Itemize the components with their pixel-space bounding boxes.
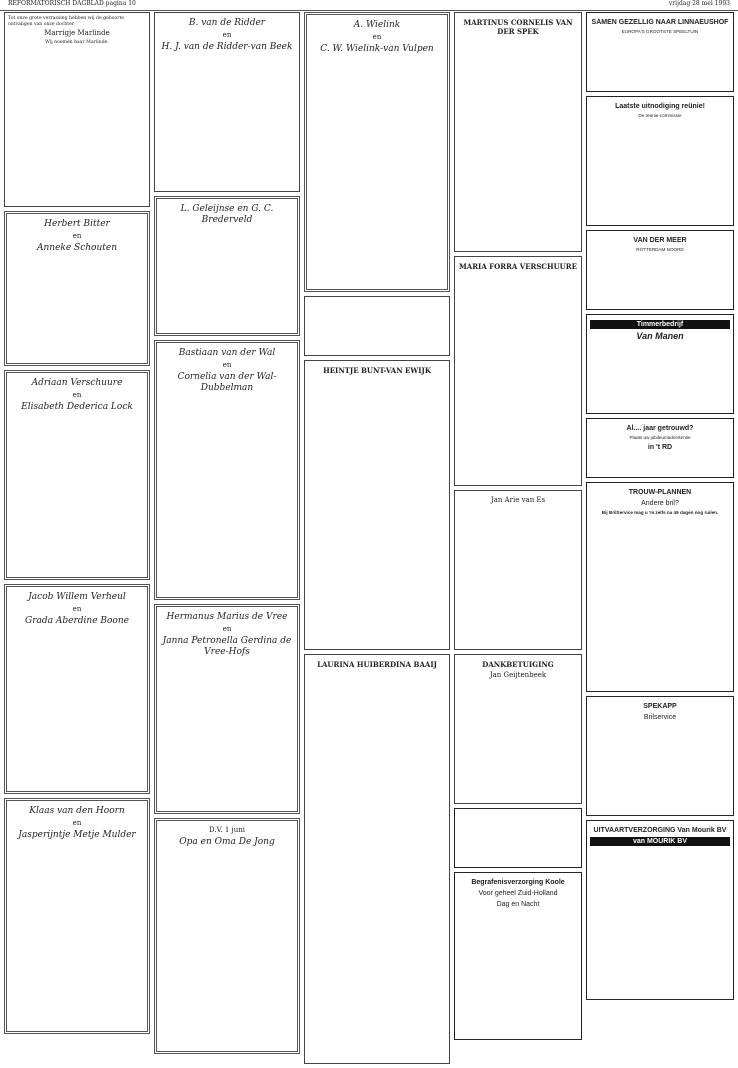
death-notice-4 bbox=[454, 256, 582, 486]
groom-name: Adriaan Verschuure bbox=[31, 378, 123, 388]
ad-title: SPEKAPP bbox=[643, 703, 677, 710]
date: D.V. 1 juni bbox=[209, 826, 245, 834]
van-der-meer-ad bbox=[586, 230, 734, 310]
column-5 bbox=[586, 12, 734, 1064]
ad-title: SAMEN GEZELLIG NAAR LINNAEUSHOF bbox=[591, 19, 729, 26]
name-2: C. W. Wielink-van Vulpen bbox=[320, 44, 434, 54]
announcement-text: Tot onze grote verrassing hebben wij de geboorte ontvangen van onze dochter bbox=[8, 16, 125, 27]
anniversary-notice-3 bbox=[154, 340, 300, 600]
ad-subtitle: De reünie-commissie bbox=[638, 113, 682, 118]
reunion-ad bbox=[586, 96, 734, 226]
child-name: Marrigje Marlinde bbox=[44, 29, 110, 38]
deceased-name: Jan Arie van Es bbox=[490, 496, 546, 504]
anniversary-notice-6 bbox=[304, 12, 450, 292]
ad-tagline: Bij BrilService mag u 'm zelfs na 49 dagen nog ruilen. bbox=[601, 510, 719, 515]
column-3 bbox=[304, 12, 450, 1064]
wedding-notice-2 bbox=[4, 370, 150, 580]
ad-title: Timmerbedrijf bbox=[590, 320, 730, 329]
announcement-note: Wij noemen haar Marlinde. bbox=[45, 40, 109, 46]
bride-name: Grada Aberdine Boone bbox=[25, 616, 129, 626]
conjunction: en bbox=[72, 391, 82, 399]
ad-subtitle: Andere bril? bbox=[641, 500, 679, 507]
ad-company: Van Manen bbox=[636, 331, 684, 341]
jubilee-ad bbox=[586, 418, 734, 478]
ad-subtitle: Voor geheel Zuid-Holland bbox=[478, 890, 558, 897]
ad-title: UITVAARTVERZORGING Van Mourik BV bbox=[593, 827, 727, 834]
death-notice-1 bbox=[304, 360, 450, 650]
death-notice-5 bbox=[454, 490, 582, 650]
bride-name: Jasperijntje Metje Mulder bbox=[18, 830, 136, 840]
couple-name: Opa en Oma De Jong bbox=[179, 837, 275, 847]
ad-subtitle: Brilservice bbox=[643, 714, 677, 721]
ad-title: Laatste uitnodiging reünie! bbox=[615, 103, 705, 110]
deceased-name: MARTINUS CORNELIS VAN DER SPEK bbox=[463, 18, 573, 36]
thank-you-notice bbox=[304, 296, 450, 356]
funeral-ad-1 bbox=[454, 808, 582, 868]
anniversary-notice-4 bbox=[154, 604, 300, 814]
deceased-name: MARIA FORRA VERSCHUURE bbox=[459, 262, 577, 271]
groom-name: Klaas van den Hoorn bbox=[29, 806, 125, 816]
ad-subtitle: Plaats uw jubileumadvertentie bbox=[629, 435, 691, 440]
wedding-notice-1 bbox=[4, 211, 150, 366]
groom-name: Herbert Bitter bbox=[44, 219, 110, 229]
ad-title: Begrafenisverzorging Koole bbox=[471, 879, 565, 886]
deceased-name: LAURINA HUIBERDINA BAAIJ bbox=[317, 660, 437, 669]
conjunction: en bbox=[72, 605, 82, 613]
anniversary-notice-1 bbox=[154, 12, 300, 192]
conjunction: en bbox=[222, 625, 232, 633]
van-manen-ad bbox=[586, 314, 734, 414]
header-left: REFORMATORISCH DAGBLAD pagina 10 bbox=[8, 0, 136, 7]
name-1: B. van de Ridder bbox=[188, 18, 266, 28]
acknowledgement-notice bbox=[454, 654, 582, 804]
conjunction: en bbox=[372, 33, 382, 41]
ad-tagline: in 't RD bbox=[647, 443, 673, 451]
linnaeushof-ad bbox=[586, 12, 734, 92]
name-2: H. J. van de Ridder-van Beek bbox=[161, 42, 293, 52]
bride-name: Elisabeth Dederica Lock bbox=[21, 402, 133, 412]
ad-subtitle: EUROPA'S GROOTSTE SPEELTUIN bbox=[621, 29, 699, 34]
anniversary-notice-5 bbox=[154, 818, 300, 1054]
funeral-ad-2 bbox=[454, 872, 582, 1040]
spekapp-ad bbox=[586, 696, 734, 816]
deceased-name: Jan Geijtenbeek bbox=[489, 671, 547, 679]
couple-name: L. Geleijnse en G. C. Brederveld bbox=[180, 204, 274, 225]
ad-title: TROUW-PLANNEN bbox=[628, 489, 692, 496]
name-1: Bastiaan van der Wal bbox=[178, 348, 276, 358]
groom-name: Jacob Willem Verheul bbox=[28, 592, 126, 602]
name-2: Cornelia van der Wal-Dubbelman bbox=[177, 372, 277, 393]
ad-subtitle: ROTTERDAM NOORD bbox=[636, 247, 684, 252]
page-header bbox=[0, 0, 738, 11]
ad-title: Al.... jaar getrouwd? bbox=[626, 425, 694, 432]
header-right: vrijdag 28 mei 1993 bbox=[668, 0, 730, 7]
deceased-name: HEINTJE BUNT-VAN EWIJK bbox=[323, 366, 431, 375]
ad-logo: van MOURIK BV bbox=[590, 837, 730, 846]
brilservice-ad bbox=[586, 482, 734, 692]
van-mourik-ad bbox=[586, 820, 734, 1000]
column-2 bbox=[154, 12, 300, 1064]
column-1 bbox=[4, 12, 150, 1064]
wedding-notice-4 bbox=[4, 798, 150, 1034]
conjunction: en bbox=[72, 232, 82, 240]
bride-name: Anneke Schouten bbox=[36, 243, 117, 253]
death-notice-3 bbox=[454, 12, 582, 252]
name-1: Hermanus Marius de Vree bbox=[166, 612, 288, 622]
ad-tagline: Dag en Nacht bbox=[496, 901, 540, 908]
anniversary-notice-2 bbox=[154, 196, 300, 336]
name-1: A. Wielink bbox=[353, 20, 401, 30]
notice-heading: DANKBETUIGING bbox=[482, 660, 554, 669]
wedding-notice-3 bbox=[4, 584, 150, 794]
death-notice-2 bbox=[304, 654, 450, 1064]
ad-title: VAN DER MEER bbox=[633, 237, 687, 244]
column-4 bbox=[454, 12, 582, 1064]
conjunction: en bbox=[72, 819, 82, 827]
birth-announcement bbox=[4, 12, 150, 207]
conjunction: en bbox=[222, 31, 232, 39]
conjunction: en bbox=[222, 361, 232, 369]
name-2: Janna Petronella Gerdina de Vree-Hofs bbox=[162, 636, 292, 657]
